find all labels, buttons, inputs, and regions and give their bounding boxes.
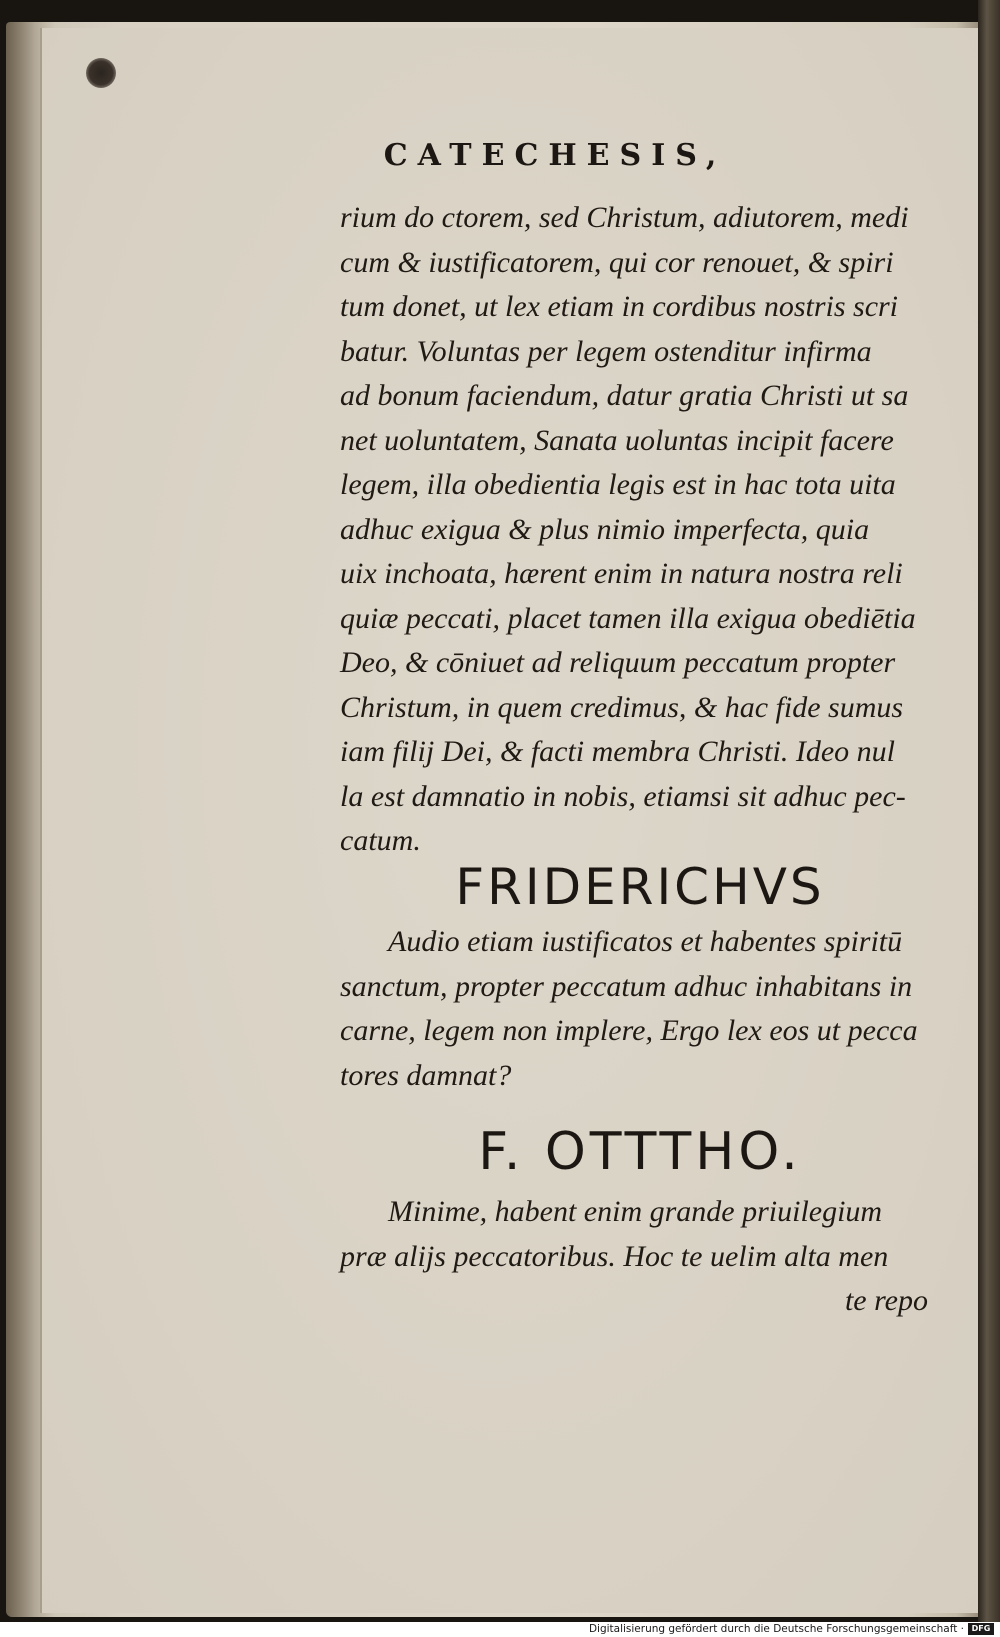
text-line: tores damnat? — [340, 1058, 512, 1092]
text-line: Minime, habent enim grande priuilegium — [388, 1195, 883, 1228]
text-line: la est damnatio in nobis, etiamsi sit adhuc pec- — [340, 779, 906, 813]
text-line: iam filij Dei, & facti membra Christi. Ideo nul — [340, 735, 895, 768]
text-line: cum & iustificatorem, qui cor renouet, & spiri — [340, 245, 894, 279]
funding-credit: Digitalisierung gefördert durch die Deutsche Forschungsgemeinschaft · — [588, 1623, 964, 1635]
text-block-main — [340, 196, 940, 864]
text-line: Christum, in quem credimus, & hac fide sumus — [340, 690, 904, 724]
footer-bar — [0, 1622, 1000, 1637]
text-line: uix inchoata, hærent enim in natura nostra reli — [340, 557, 903, 590]
text-line: rium do ctorem, sed Christum, adiutorem, medi — [340, 201, 909, 234]
speaker-heading-ottho: F. OTTTHO. — [478, 1122, 802, 1182]
binding-shadow — [978, 0, 1000, 1622]
text-line: sanctum, propter peccatum adhuc inhabitans in — [340, 969, 913, 1003]
text-line: ad bonum faciendum, datur gratia Christi ut sa — [340, 379, 909, 412]
speaker-heading-friderichus: FRIDERICHVS — [455, 858, 825, 916]
text-line: Audio etiam iustificatos et habentes spiritū — [388, 925, 903, 958]
text-line: Deo, & cōniuet ad reliquum peccatum propter — [340, 646, 896, 679]
text-line: tum donet, ut lex etiam in cordibus nostris scri — [340, 290, 899, 323]
running-head: CATECHESIS, — [383, 138, 727, 173]
text-line: carne, legem non implere, Ergo lex eos ut pecca — [340, 1014, 918, 1047]
text-line: quiæ peccati, placet tamen illa exigua obediētia — [340, 601, 916, 635]
ink-stain — [86, 58, 116, 88]
catchword: te repo — [844, 1284, 928, 1317]
text-block-friderichus — [340, 920, 940, 1098]
text-line: catum. — [340, 824, 421, 857]
text-line: præ alijs peccatoribus. Hoc te uelim alta men — [340, 1239, 889, 1273]
text-line: legem, illa obedientia legis est in hac tota uita — [340, 468, 896, 501]
text-block-ottho — [340, 1190, 940, 1324]
text-line: adhuc exigua & plus nimio imperfecta, quia — [340, 512, 870, 546]
text-line: net uoluntatem, Sanata uoluntas incipit facere — [340, 423, 894, 457]
text-line: batur. Voluntas per legem ostenditur infirma — [340, 334, 872, 368]
dfg-logo: DFG — [968, 1623, 994, 1635]
